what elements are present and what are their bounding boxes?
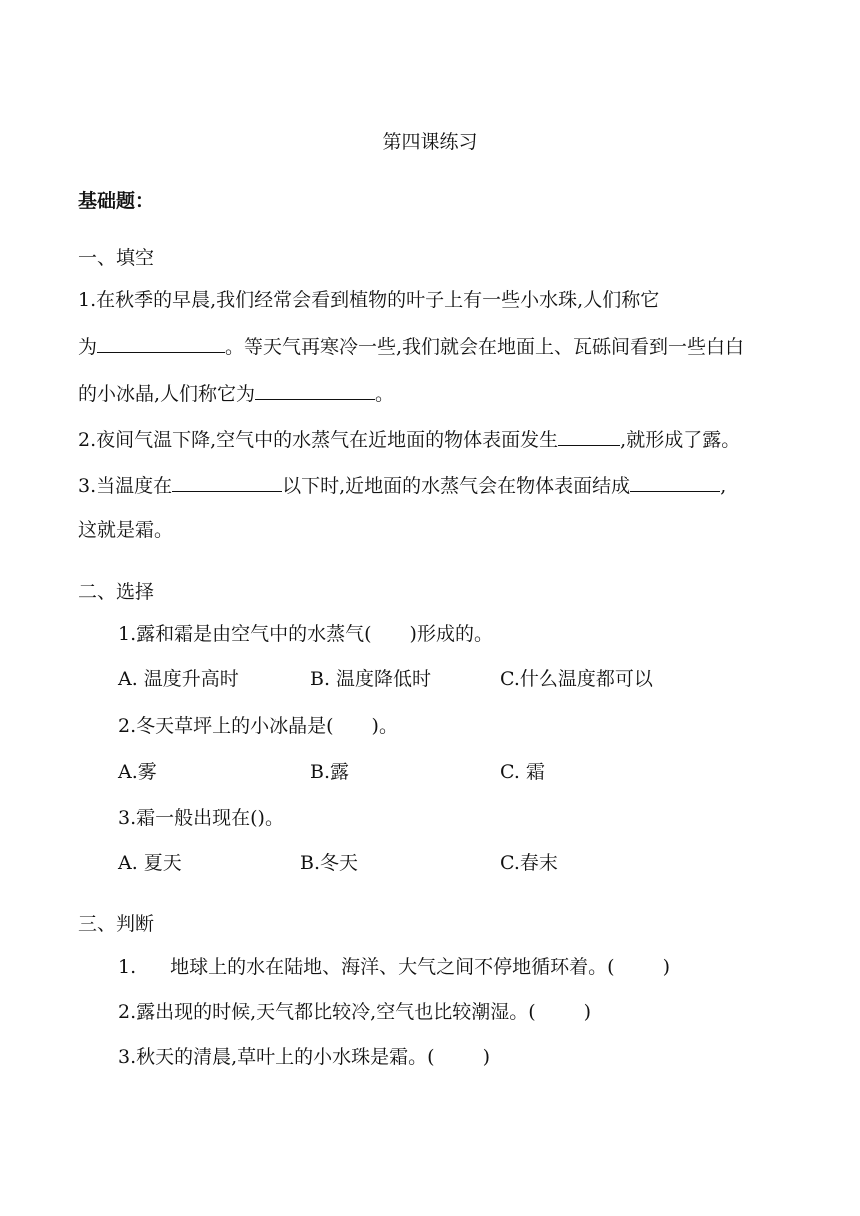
fill-q1-suffix: 。等天气再寒冷一些,我们就会在地面上、瓦砾间看到一些白白 <box>225 336 745 358</box>
choice-q2-option-b[interactable]: B.露 <box>310 761 350 783</box>
fill-q3-blank-2[interactable] <box>630 473 720 492</box>
judge-q1-number: 1. <box>118 956 137 978</box>
basic-heading: 基础题： <box>78 190 155 212</box>
fill-q2-blank[interactable] <box>558 427 620 446</box>
fill-q1-blank-2[interactable] <box>255 381 375 400</box>
fill-q1-prefix: 为 <box>78 336 98 358</box>
fill-q1-blank-1[interactable] <box>97 334 225 353</box>
choice-section-heading: 二、选择 <box>78 581 155 603</box>
choice-q3-option-c[interactable]: C.春末 <box>500 852 558 874</box>
fill-q3-suffix: , <box>720 475 727 497</box>
judge-q1-close: ) <box>662 956 670 978</box>
choice-q2-option-c[interactable]: C. 霜 <box>500 761 545 783</box>
fill-question-1-line-3 <box>78 381 394 406</box>
judge-q2-text: 2.露出现的时候,天气都比较冷,空气也比较潮湿。( <box>118 1001 536 1023</box>
judge-q3-close: ) <box>482 1046 491 1068</box>
fill-q3-prefix: 3.当温度在 <box>78 475 173 497</box>
choice-question-3: 3.霜一般出现在()。 <box>118 807 284 829</box>
judge-question-1 <box>118 955 670 979</box>
judge-q3-text: 3.秋天的清晨,草叶上的小水珠是霜。( <box>118 1046 435 1068</box>
choice-q3-option-b[interactable]: B.冬天 <box>300 852 359 874</box>
choice-q1-option-b[interactable]: B. 温度降低时 <box>310 668 432 690</box>
fill-q3-middle: 以下时,近地面的水蒸气会在物体表面结成 <box>282 475 631 497</box>
choice-question-1: 1.露和霜是由空气中的水蒸气( )形成的。 <box>118 623 493 645</box>
fill-q1-line3-suffix: 。 <box>375 383 395 405</box>
choice-q3-option-a[interactable]: A. 夏天 <box>118 852 182 874</box>
page-title: 第四课练习 <box>382 131 478 153</box>
judge-section-heading: 三、判断 <box>78 913 155 935</box>
choice-question-2: 2.冬天草坪上的小冰晶是( )。 <box>118 715 398 737</box>
judge-question-3 <box>118 1045 490 1069</box>
fill-q2-prefix: 2.夜间气温下降,空气中的水蒸气在近地面的物体表面发生 <box>78 429 559 451</box>
fill-q1-line3-prefix: 的小冰晶,人们称它为 <box>78 383 256 405</box>
choice-q2-option-a[interactable]: A.雾 <box>118 761 157 783</box>
fill-question-1-line-2 <box>78 334 744 359</box>
judge-q2-close: ) <box>583 1001 592 1023</box>
fill-question-2 <box>78 427 740 452</box>
judge-question-2 <box>118 1000 591 1024</box>
fill-question-1-line-1: 1.在秋季的早晨,我们经常会看到植物的叶子上有一些小水珠,人们称它 <box>78 289 660 311</box>
fill-question-3-line-2: 这就是霜。 <box>78 519 174 541</box>
judge-q1-text: 地球上的水在陆地、海洋、大气之间不停地循环着。( <box>170 956 615 978</box>
choice-q1-option-a[interactable]: A. 温度升高时 <box>118 668 239 690</box>
fill-section-heading: 一、填空 <box>78 247 155 269</box>
fill-q2-suffix: ,就形成了露。 <box>620 429 741 451</box>
choice-q1-option-c[interactable]: C.什么温度都可以 <box>500 668 653 690</box>
fill-q3-blank-1[interactable] <box>172 473 282 492</box>
fill-question-3 <box>78 473 726 498</box>
